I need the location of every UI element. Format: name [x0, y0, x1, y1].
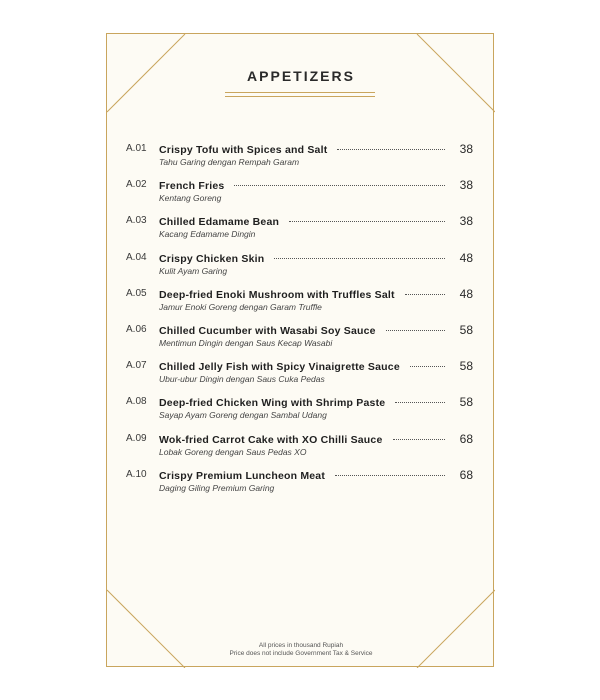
- item-price: 58: [459, 323, 473, 337]
- dot-leader: [395, 402, 445, 403]
- item-name: Chilled Cucumber with Wasabi Soy Sauce: [159, 325, 376, 337]
- item-code: A.09: [126, 432, 147, 444]
- dot-leader: [289, 221, 445, 222]
- dot-leader: [410, 366, 445, 367]
- menu-item: [107, 391, 495, 425]
- item-price: 48: [459, 250, 473, 265]
- item-line: [159, 214, 473, 228]
- item-line: [159, 287, 473, 301]
- item-name: French Fries: [159, 180, 225, 193]
- price-note-line-1: All prices in thousand Rupiah: [258, 642, 344, 649]
- item-line: [159, 178, 473, 192]
- item-subtitle: Kentang Goreng: [159, 193, 222, 204]
- item-subtitle: Ubur-ubur Dingin dengan Saus Cuka Pedas: [159, 374, 325, 385]
- item-code: A.03: [126, 215, 147, 227]
- item-price: 68: [459, 431, 473, 446]
- item-line: [159, 359, 473, 373]
- item-subtitle: Lobak Goreng dengan Saus Pedas XO: [159, 446, 307, 457]
- dot-leader: [393, 439, 445, 440]
- dot-leader: [386, 330, 445, 331]
- item-code: A.07: [126, 360, 147, 372]
- item-name: Crispy Premium Luncheon Meat: [159, 469, 326, 482]
- item-code: A.01: [126, 143, 147, 154]
- item-code: A.02: [126, 179, 147, 191]
- item-name: Deep-fried Chicken Wing with Shrimp Paste: [159, 397, 386, 410]
- item-code: A.08: [126, 396, 147, 408]
- price-note: [107, 642, 495, 658]
- item-subtitle: Kulit Ayam Garing: [159, 265, 228, 276]
- menu-item: [107, 210, 495, 244]
- dot-leader: [337, 149, 445, 150]
- menu-item: [107, 428, 495, 462]
- price-note-line-2: Price does not include Government Tax & Service: [229, 650, 373, 657]
- item-subtitle: Sayap Ayam Goreng dengan Sambal Udang: [159, 410, 327, 421]
- item-subtitle: Kacang Edamame Dingin: [159, 229, 256, 240]
- menu-item: [107, 174, 495, 208]
- item-subtitle: Daging Giling Premium Garing: [159, 482, 275, 493]
- item-line: [159, 251, 473, 265]
- menu-item: [107, 355, 495, 389]
- item-price: 38: [459, 142, 473, 156]
- item-name: Chilled Edamame Bean: [159, 216, 280, 229]
- item-name: Wok-fried Carrot Cake with XO Chilli Sauce: [159, 433, 383, 446]
- item-line: [159, 468, 473, 482]
- item-code: A.04: [126, 251, 147, 263]
- menu-item: [107, 464, 495, 498]
- item-price: 58: [459, 395, 473, 410]
- menu-item: [107, 247, 495, 281]
- dot-leader: [234, 185, 445, 186]
- item-code: A.10: [126, 468, 147, 480]
- dot-leader: [335, 475, 445, 476]
- item-line: [159, 142, 473, 156]
- item-line: [159, 323, 473, 337]
- item-subtitle: Mentimun Dingin dengan Saus Kecap Wasabi: [159, 338, 333, 348]
- item-line: [159, 432, 473, 446]
- dot-leader: [405, 294, 445, 295]
- item-line: [159, 395, 473, 409]
- menu-item: [107, 138, 495, 172]
- item-price: 48: [459, 286, 473, 301]
- item-price: 38: [459, 214, 473, 229]
- item-name: Crispy Chicken Skin: [159, 252, 265, 265]
- title-underline: [225, 92, 375, 97]
- dot-leader: [274, 258, 445, 259]
- item-price: 38: [459, 178, 473, 193]
- item-name: Crispy Tofu with Spices and Salt: [159, 144, 328, 156]
- menu-item: [107, 283, 495, 317]
- item-subtitle: Tahu Garing dengan Rempah Garam: [159, 157, 300, 167]
- item-price: 68: [459, 467, 473, 482]
- item-code: A.06: [126, 324, 147, 335]
- item-code: A.05: [126, 287, 147, 299]
- item-subtitle: Jamur Enoki Goreng dengan Garam Truffle: [159, 301, 322, 312]
- menu-item: [107, 319, 495, 353]
- section-title: APPETIZERS: [247, 68, 355, 84]
- menu-card: [106, 33, 494, 667]
- item-price: 58: [459, 359, 473, 374]
- item-name: Chilled Jelly Fish with Spicy Vinaigrette Sauce: [159, 361, 400, 374]
- item-name: Deep-fried Enoki Mushroom with Truffles Salt: [159, 288, 395, 301]
